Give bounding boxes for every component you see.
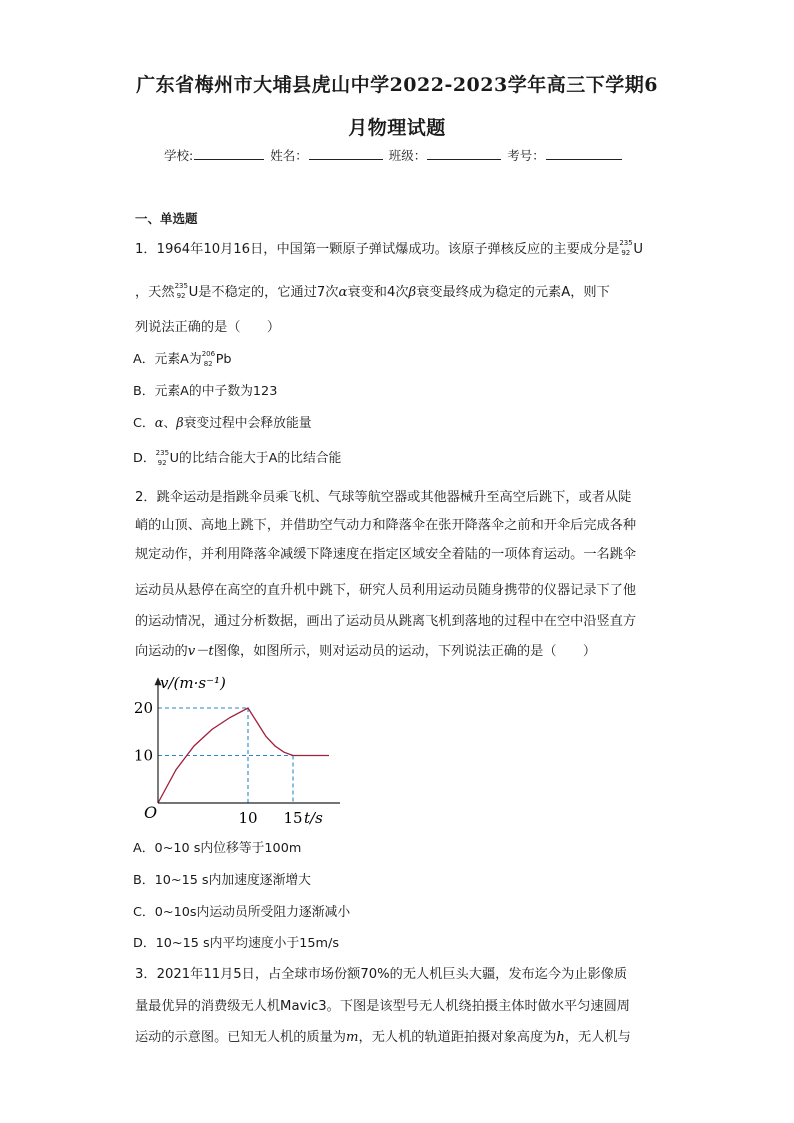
y-tick-label-20: 20 xyxy=(133,699,153,717)
exam-number-label: 考号： xyxy=(507,148,545,163)
q1-option-a[interactable]: A．元素A为 206 82 Pb xyxy=(133,349,232,368)
q2-option-b[interactable]: B．10~15 s内加速度逐渐增大 xyxy=(133,873,311,888)
q2-option-d[interactable]: D．10~15 s内平均速度小于15m/s xyxy=(133,936,339,951)
q1-line3: 列说法正确的是（ ） xyxy=(135,320,281,335)
y-axis-label: v/(m·s⁻¹) xyxy=(160,674,226,692)
q3-line2: 量最优异的消费级无人机Mavic3。下图是该型号无人机绕拍摄主体时做水平匀速圆周 xyxy=(135,999,630,1014)
class-label: 班级： xyxy=(388,148,427,163)
q2-line1: 2．跳伞运动是指跳伞员乘飞机、气球等航空器或其他器械升至高空后跳下，或者从陡 xyxy=(135,490,632,505)
section-heading: 一、单选题 xyxy=(135,211,198,226)
q2-option-c[interactable]: C．0~10s内运动员所受阻力逐渐减小 xyxy=(133,905,351,920)
q3-line1: 3．2021年11月5日，占全球市场份额70%的无人机巨头大疆，发布迄今为止影像质 xyxy=(135,967,628,982)
uranium-isotope: 235 92 xyxy=(619,239,633,257)
q3-line3: 运动的示意图。已知无人机的质量为m，无人机的轨道距拍摄对象高度为h，无人机与 xyxy=(135,1030,631,1045)
q2-line3: 规定动作，并利用降落伞减缓下降速度在指定区域安全着陆的一项体育运动。一名跳伞 xyxy=(135,547,637,562)
page-title-line2: 月物理试题 xyxy=(348,117,446,139)
school-label: 学校: xyxy=(164,148,194,163)
q1-line2: ，天然 235 92 U是不稳定的，它通过7次α衰变和4次β衰变最终成为稳定的元素A，则下 xyxy=(135,282,610,300)
q2-line5: 的运动情况，通过分析数据，画出了运动员从跳离飞机到落地的过程中在空中沿竖直方 xyxy=(135,614,637,629)
q1-option-b[interactable]: B．元素A的中子数为123 xyxy=(133,384,278,399)
name-label: 姓名： xyxy=(270,148,308,163)
page-title-line1: 广东省梅州市大埔县虎山中学2022-2023学年高三下学期6 xyxy=(136,74,658,96)
velocity-time-graph xyxy=(130,672,340,832)
q1-line1: 1．1964年10月16日，中国第一颗原子弹试爆成功。该原子弹核反应的主要成分是 235 92 U xyxy=(135,239,643,257)
q1-option-d[interactable]: D． 235 92 U的比结合能大于A的比结合能 xyxy=(133,448,342,467)
q1-option-c[interactable]: C．α、β衰变过程中会释放能量 xyxy=(133,416,312,431)
y-tick-label-10: 10 xyxy=(133,746,153,765)
class-blank[interactable] xyxy=(427,147,501,160)
student-info-row xyxy=(164,146,624,164)
x-tick-label-10: 10 xyxy=(238,809,258,827)
exam-number-blank[interactable] xyxy=(546,147,622,160)
q2-line4: 运动员从悬停在高空的直升机中跳下，研究人员利用运动员随身携带的仪器记录下了他 xyxy=(135,583,637,598)
origin-label: O xyxy=(144,803,158,822)
name-blank[interactable] xyxy=(309,147,383,160)
school-blank[interactable] xyxy=(194,147,264,160)
x-axis-label: t/s xyxy=(304,809,323,827)
q2-option-a[interactable]: A．0~10 s内位移等于100m xyxy=(133,841,302,856)
q2-line2: 峭的山顶、高地上跳下，并借助空气动力和降落伞在张开降落伞之前和开伞后完成各种 xyxy=(135,518,637,533)
x-tick-label-15: 15 xyxy=(283,809,303,827)
q2-line6: 向运动的v－t图像，如图所示，则对运动员的运动，下列说法正确的是（ ） xyxy=(135,644,597,659)
